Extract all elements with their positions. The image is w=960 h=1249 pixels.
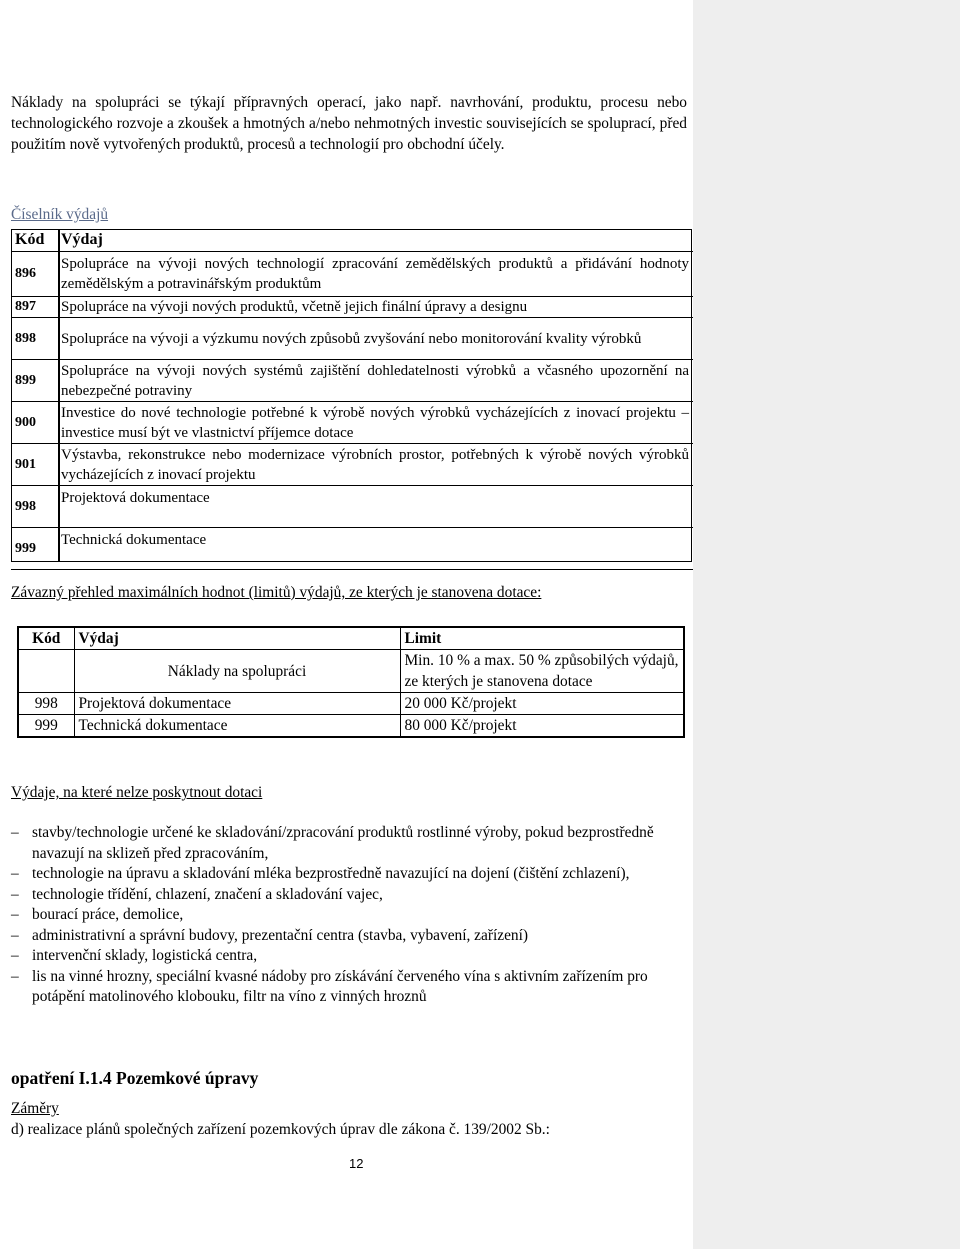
comment-margin [693, 0, 960, 1249]
dash-bullet: – [11, 885, 19, 903]
ciselnik-heading: Číselník výdajů [11, 206, 109, 223]
table-row [18, 650, 684, 693]
list-item [11, 885, 671, 906]
dash-bullet: – [11, 824, 19, 841]
list-item-text: lis na vinné hrozny, speciální kvasné nádoby pro získávání červeného vína s aktivním zařízením pro potápění matolinového klobouku, filtr na víno z vinných hroznů [32, 967, 648, 1005]
desc-cell: Výstavba, rekonstrukce nebo modernizace výrobních prostor, potřebných k výrobě nových výrobků vycházejících z inovací projektu [57, 444, 693, 486]
list-item-text: technologie na úpravu a skladování mléka bezprostředně navazující na dojení (čištění zchlazení), [32, 865, 630, 882]
list-item [11, 926, 671, 947]
zamery-item: d) realizace plánů společných zařízení pozemkových úprav dle zákona č. 139/2002 Sb.: [11, 1121, 550, 1138]
col-code-header: Kód [11, 229, 57, 252]
table-row [11, 486, 693, 528]
table-row [18, 715, 684, 738]
list-item-text: administrativní a správní budovy, prezentační centra (stavba, vybavení, zařízení) [32, 926, 529, 944]
limits-table [17, 626, 685, 738]
desc-cell: Technická dokumentace [57, 528, 693, 570]
code-cell: 999 [18, 715, 74, 738]
intro-paragraph: Náklady na spolupráci se týkají přípravných operací, jako např. navrhování, produktu, procesu nebo technologického rozvoje a zkoušek a hmotných a/nebo nehmotných investic souvisejících se spoluprací, před použitím nově vytvořených produktů, procesů a technologií pro obchodní účely. [11, 94, 687, 153]
table-row [11, 360, 693, 402]
page-number: 12 [349, 1156, 364, 1171]
table-row [18, 693, 684, 715]
list-item [11, 823, 671, 864]
dash-bullet: – [11, 947, 19, 964]
table-row [11, 402, 693, 444]
desc-cell: Náklady na spolupráci [74, 650, 400, 693]
code-cell: 897 [11, 297, 57, 318]
dash-bullet: – [11, 906, 19, 923]
ciselnik-table [11, 229, 693, 570]
code-cell [18, 650, 74, 693]
desc-cell: Spolupráce na vývoji nových systémů zajištění dohledatelnosti výrobků a včasného upozornění na nebezpečné potraviny [57, 360, 693, 402]
code-cell: 901 [11, 444, 57, 486]
col-limit-header: Limit [400, 627, 684, 650]
table-row [11, 528, 693, 570]
dash-bullet: – [11, 926, 19, 944]
desc-cell: Investice do nové technologie potřebné k výrobě nových výrobků vycházejících z inovací projektu – investice musí být ve vlastnictví příjemce dotace [57, 402, 693, 444]
table-row [11, 318, 693, 360]
code-cell: 998 [11, 486, 57, 528]
list-item [11, 946, 671, 967]
list-item [11, 864, 671, 885]
limit-cell: Min. 10 % a max. 50 % způsobilých výdajů, ze kterých je stanovena dotace [400, 650, 684, 693]
table-row [11, 252, 693, 297]
code-cell: 900 [11, 402, 57, 444]
excluded-heading: Výdaje, na které nelze poskytnout dotaci [11, 784, 263, 801]
col-desc-header: Výdaj [57, 229, 693, 252]
code-cell: 898 [11, 318, 57, 360]
desc-cell: Projektová dokumentace [57, 486, 693, 528]
desc-cell: Spolupráce na vývoji nových technologií zpracování zemědělských produktů a přidávání hodnoty zemědělským a potravinářským produktům [57, 252, 693, 297]
zamery-heading: Záměry [11, 1100, 59, 1117]
code-cell: 998 [18, 693, 74, 715]
desc-cell: Spolupráce na vývoji nových produktů, včetně jejich finální úpravy a designu [57, 297, 693, 318]
limit-cell: 20 000 Kč/projekt [400, 693, 684, 715]
measure-title: opatření I.1.4 Pozemkové úpravy [11, 1068, 259, 1088]
code-cell: 999 [11, 528, 57, 570]
col-desc-header: Výdaj [74, 627, 400, 650]
list-item-text: technologie třídění, chlazení, značení a skladování vajec, [32, 885, 383, 903]
desc-cell: Projektová dokumentace [74, 693, 400, 715]
dash-bullet: – [11, 967, 19, 985]
desc-cell: Technická dokumentace [74, 715, 400, 738]
table-row [11, 297, 693, 318]
code-cell: 899 [11, 360, 57, 402]
list-item [11, 905, 671, 926]
list-item-text: intervenční sklady, logistická centra, [32, 947, 258, 964]
col-code-header: Kód [18, 627, 74, 650]
list-item-text: bourací práce, demolice, [32, 906, 184, 923]
limits-heading: Závazný přehled maximálních hodnot (limitů) výdajů, ze kterých je stanovena dotace: [11, 584, 542, 601]
desc-cell: Spolupráce na vývoji a výzkumu nových způsobů zvyšování nebo monitorování kvality výrobků [57, 318, 693, 360]
table-row [11, 444, 693, 486]
list-item-text: stavby/technologie určené ke skladování/zpracování produktů rostlinné výroby, pokud bezprostředně navazují na sklizeň před zpracováním, [32, 824, 654, 862]
dash-bullet: – [11, 865, 19, 882]
code-cell: 896 [11, 252, 57, 297]
list-item [11, 967, 671, 1008]
excluded-list [11, 823, 671, 1008]
limit-cell: 80 000 Kč/projekt [400, 715, 684, 738]
